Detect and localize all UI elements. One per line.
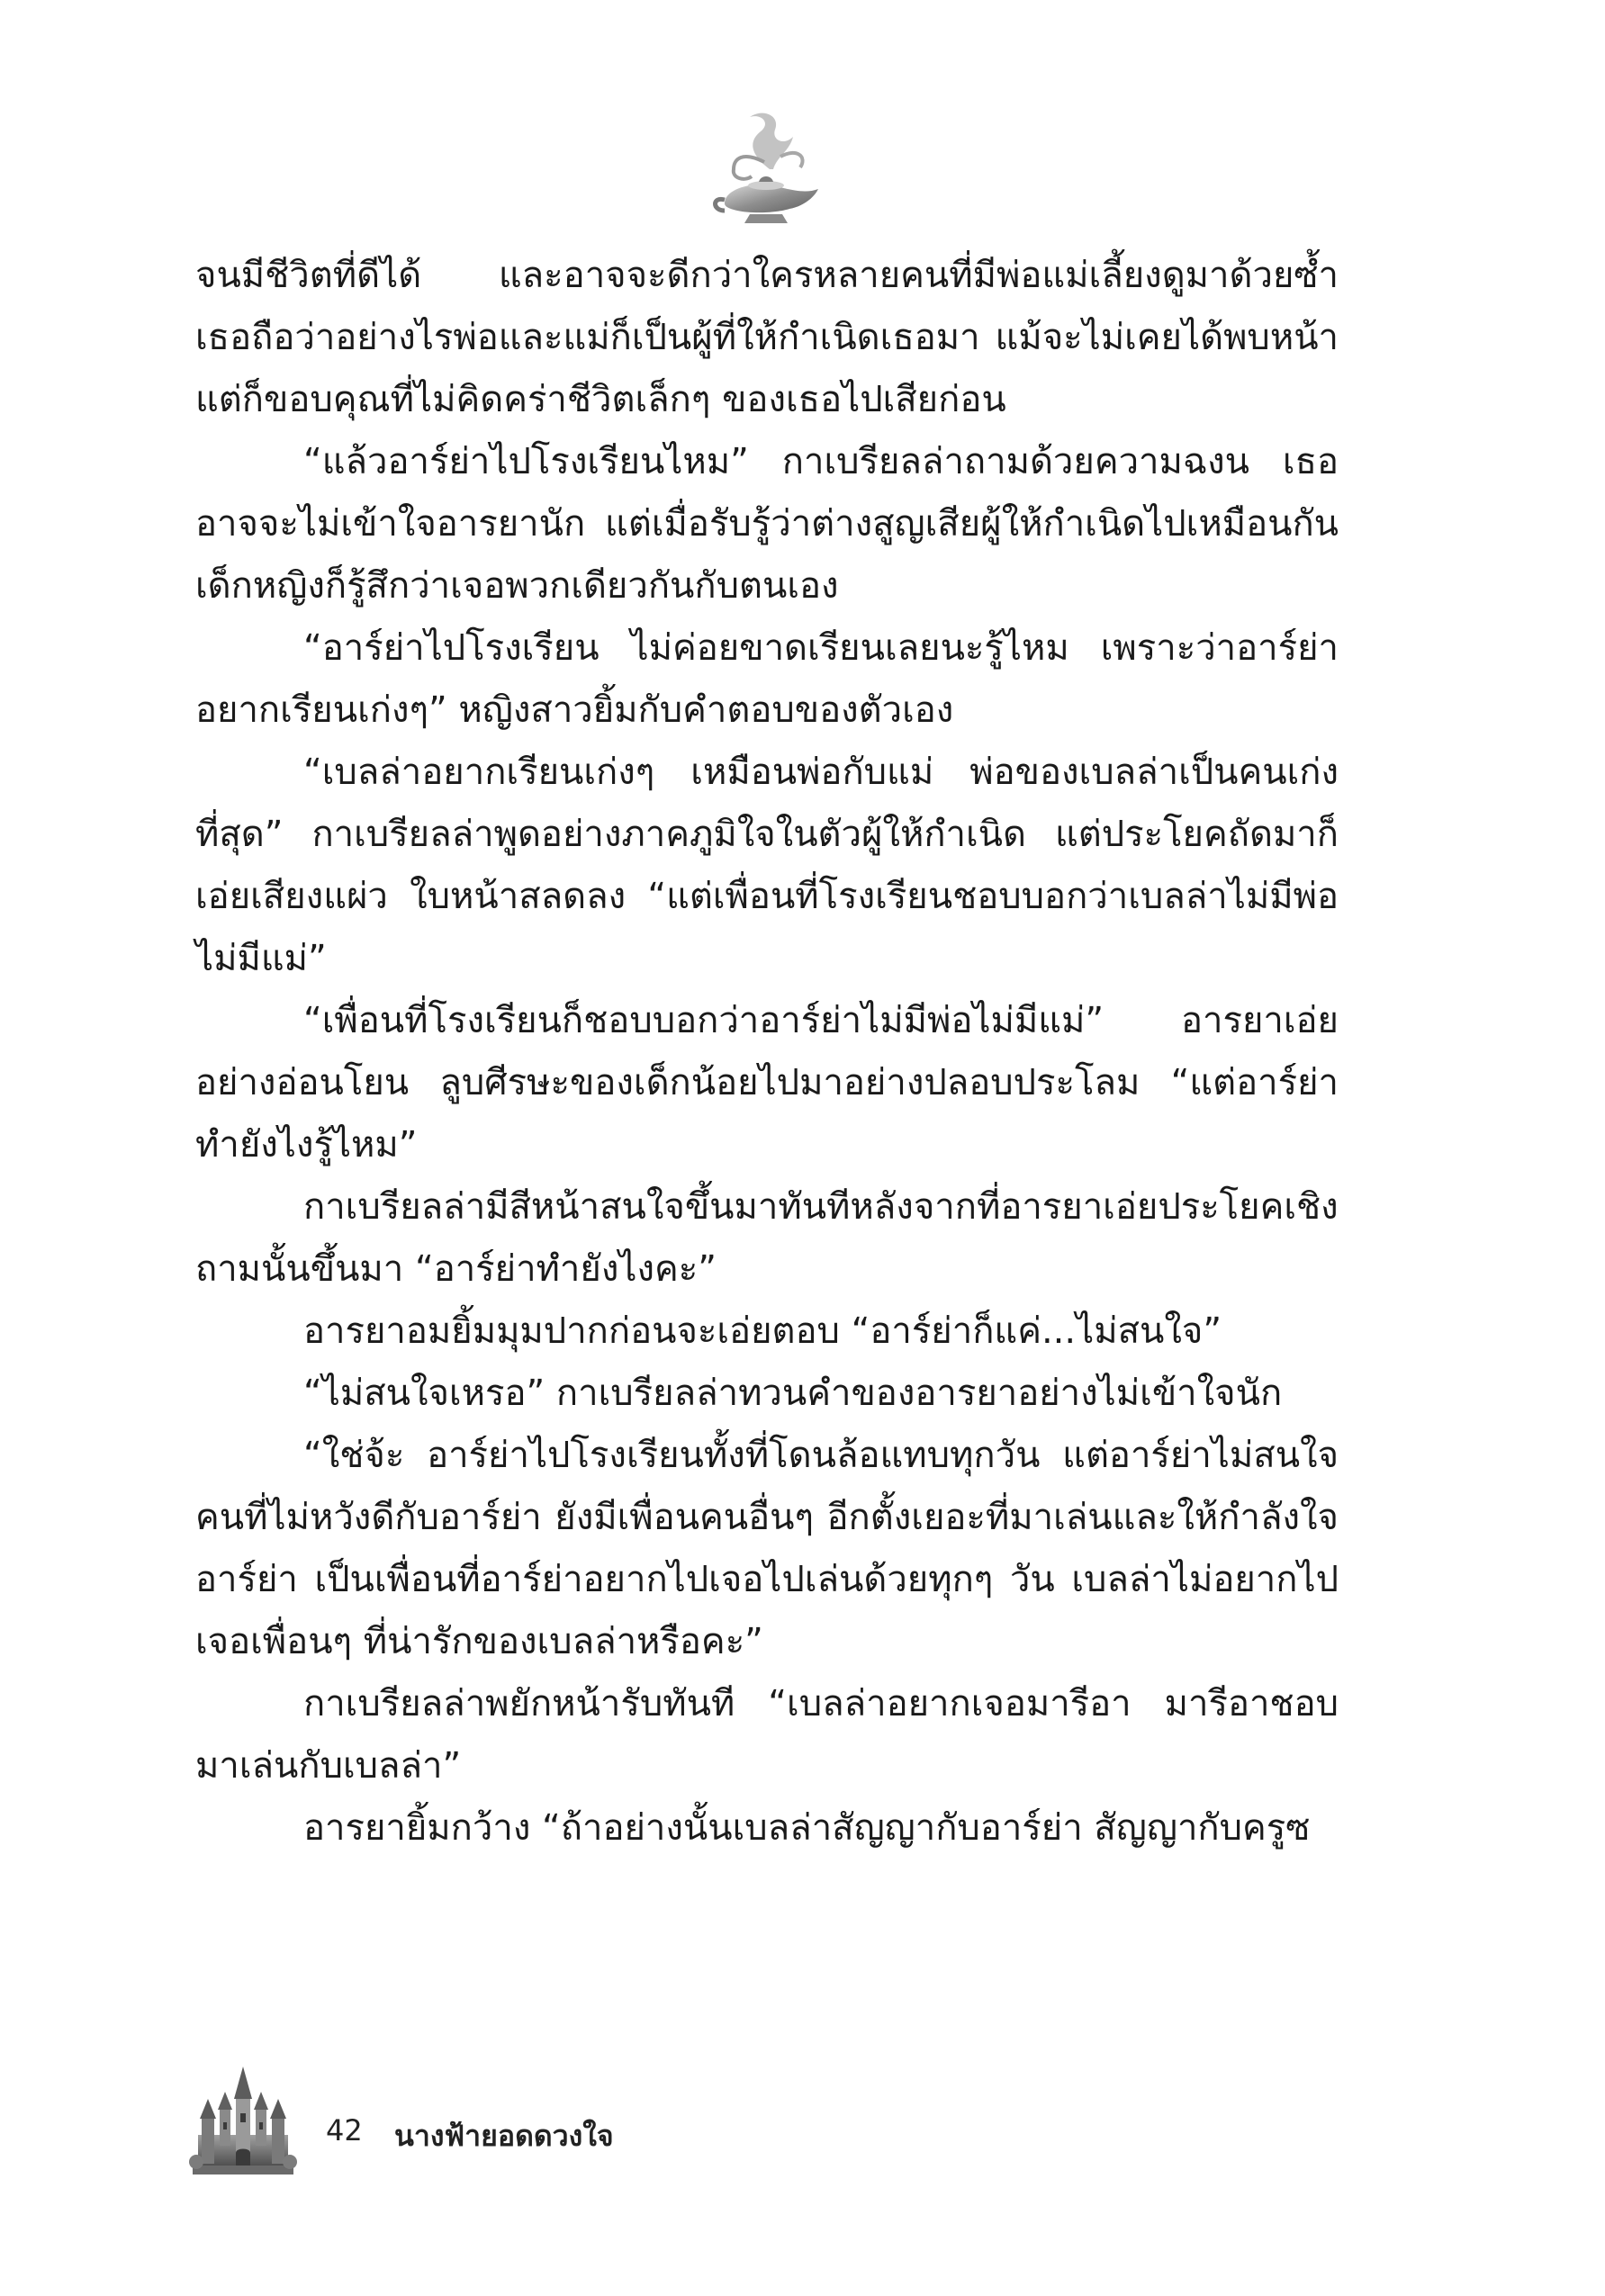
paragraph: กาเบรียลล่าพยักหน้ารับทันที “เบลล่าอยากเจอมารีอา มารีอาชอบมาเล่นกับเบลล่า” <box>195 1683 1339 1787</box>
paragraph: กาเบรียลล่ามีสีหน้าสนใจขึ้นมาทันทีหลังจากที่อารยาเอ่ยประโยคเชิงถามนั้นขึ้นมา “อาร์ย่าทำยังไงคะ” <box>195 1186 1339 1290</box>
magic-lamp-icon <box>707 106 824 241</box>
paragraph: “เพื่อนที่โรงเรียนก็ชอบบอกว่าอาร์ย่าไม่มีพ่อไม่มีแม่” อารยาเอ่ยอย่างอ่อนโยน ลูบศีรษะของเด็กน้อยไปมาอย่างปลอบประโลม “แต่อาร์ย่าทำยังไงรู้ไหม” <box>195 1000 1339 1166</box>
book-title: นางฟ้ายอดดวงใจ <box>394 2119 614 2153</box>
page-number: 42 <box>326 2113 363 2147</box>
paragraph: “ใช่จ้ะ อาร์ย่าไปโรงเรียนทั้งที่โดนล้อแทบทุกวัน แต่อาร์ย่าไม่สนใจคนที่ไม่หวังดีกับอาร์ย่า ยังมีเพื่อนคนอื่นๆ อีกตั้งเยอะที่มาเล่นและให้กำลังใจอาร์ย่า เป็นเพื่อนที่อาร์ย่าอยากไปเจอไปเล่นด้วยทุกๆ วัน เบลล่าไม่อยากไปเจอเพื่อนๆ ที่น่ารักของเบลล่าหรือคะ” <box>195 1435 1339 1662</box>
paragraph: “ไม่สนใจเหรอ” กาเบรียลล่าทวนคำของอารยาอย่างไม่เข้าใจนัก <box>303 1373 1283 1414</box>
paragraph: “เบลล่าอยากเรียนเก่งๆ เหมือนพ่อกับแม่ พ่อของเบลล่าเป็นคนเก่งที่สุด” กาเบรียลล่าพูดอย่างภาคภูมิใจในตัวผู้ให้กำเนิด แต่ประโยคถัดมาก็เอ่ยเสียงแผ่ว ใบหน้าสลดลง “แต่เพื่อนที่โรงเรียนชอบบอกว่าเบลล่าไม่มีพ่อไม่มีแม่” <box>195 752 1339 979</box>
paragraph: “แล้วอาร์ย่าไปโรงเรียนไหม” กาเบรียลล่าถามด้วยความฉงน เธออาจจะไม่เข้าใจอารยานัก แต่เมื่อรับรู้ว่าต่างสูญเสียผู้ให้กำเนิดไปเหมือนกัน เด็กหญิงก็รู้สึกว่าเจอพวกเดียวกันกับตนเอง <box>195 441 1339 607</box>
paragraph: จนมีชีวิตที่ดีได้ และอาจจะดีกว่าใครหลายคนที่มีพ่อแม่เลี้ยงดูมาด้วยซ้ำ เธอถือว่าอย่างไรพ่อและแม่ก็เป็นผู้ที่ให้กำเนิดเธอมา แม้จะไม่เคยได้พบหน้า แต่ก็ขอบคุณที่ไม่คิดคร่าชีวิตเล็กๆ ของเธอไปเสียก่อน <box>195 255 1339 420</box>
body-text <box>195 245 1339 1859</box>
paragraph: อารยาอมยิ้มมุมปากก่อนจะเอ่ยตอบ “อาร์ย่าก็แค่...ไม่สนใจ” <box>303 1310 1222 1352</box>
castle-icon <box>189 2063 297 2178</box>
page-footer <box>189 2063 819 2180</box>
paragraph: อารยายิ้มกว้าง “ถ้าอย่างนั้นเบลล่าสัญญากับอาร์ย่า สัญญากับครูซ <box>303 1807 1311 1849</box>
paragraph: “อาร์ย่าไปโรงเรียน ไม่ค่อยขาดเรียนเลยนะรู้ไหม เพราะว่าอาร์ย่าอยากเรียนเก่งๆ” หญิงสาวยิ้มกับคำตอบของตัวเอง <box>195 627 1339 731</box>
